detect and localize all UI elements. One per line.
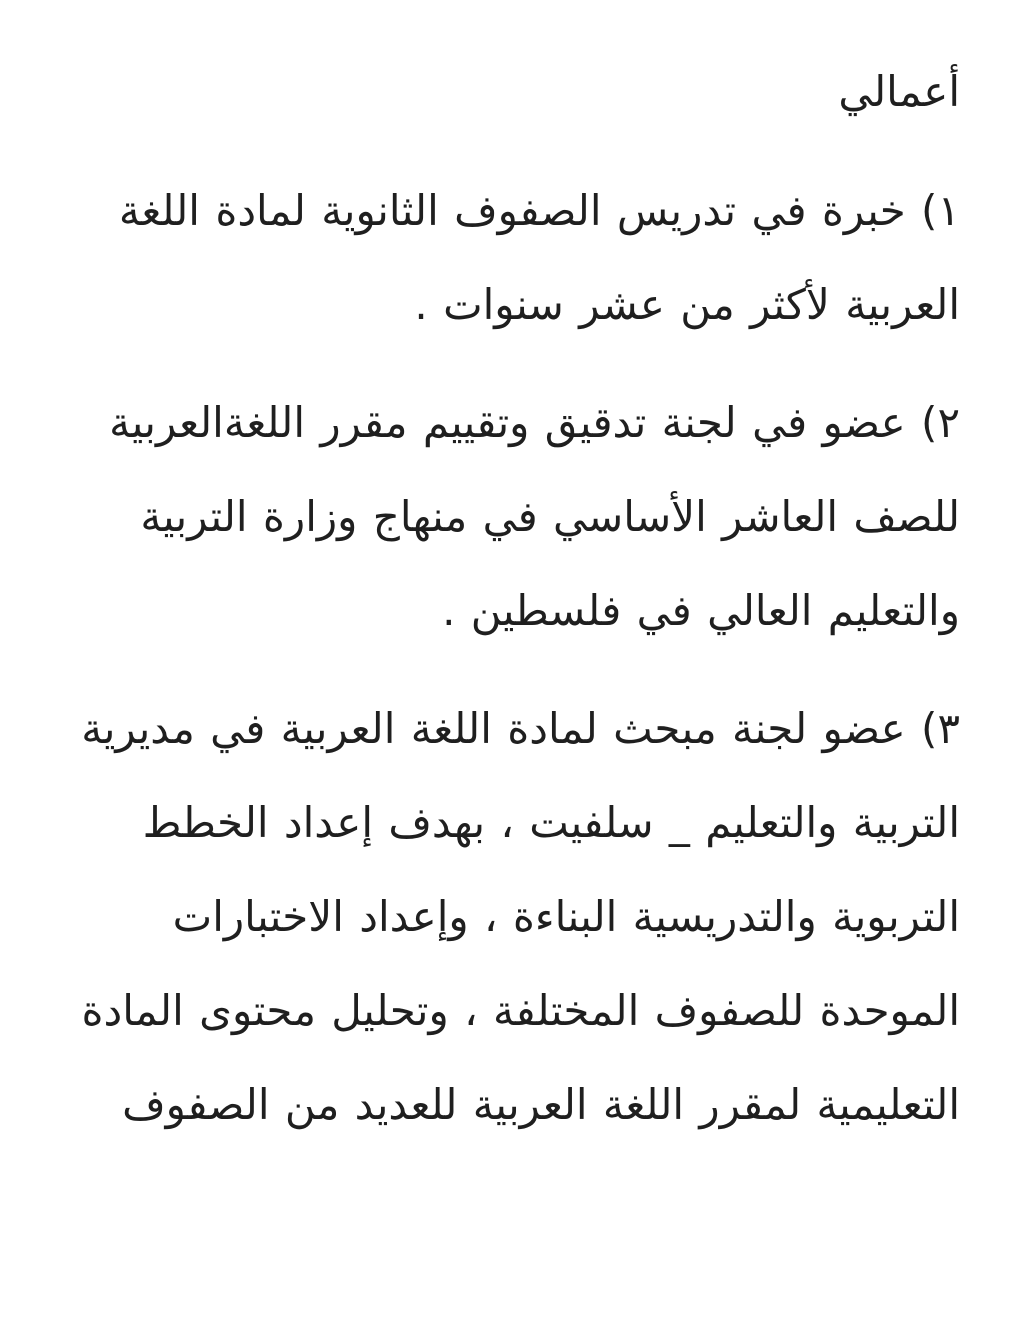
page-title: أعمالي (838, 67, 960, 116)
list-item: ٣) عضو لجنة مبحث لمادة اللغة العربية في مديرية التربية والتعليم _ سلفيت ، بهدف إعداد الخطط التربوية والتدريسية البناءة ، وإعداد الاختبارات الموحدة للصفوف المختلفة ، وتحليل محتوى المادة التعليمية لمقرر اللغة العربية للعديد من الصفوف (81, 704, 960, 1129)
list-item: ١) خبرة في تدريس الصفوف الثانوية لمادة اللغة العربية لأكثر من عشر سنوات . (118, 186, 960, 329)
list-item: ٢) عضو في لجنة تدقيق وتقييم مقرر اللغةالعربية للصف العاشر الأساسي في منهاج وزارة التربية والتعليم العالي في فلسطين . (109, 398, 960, 635)
